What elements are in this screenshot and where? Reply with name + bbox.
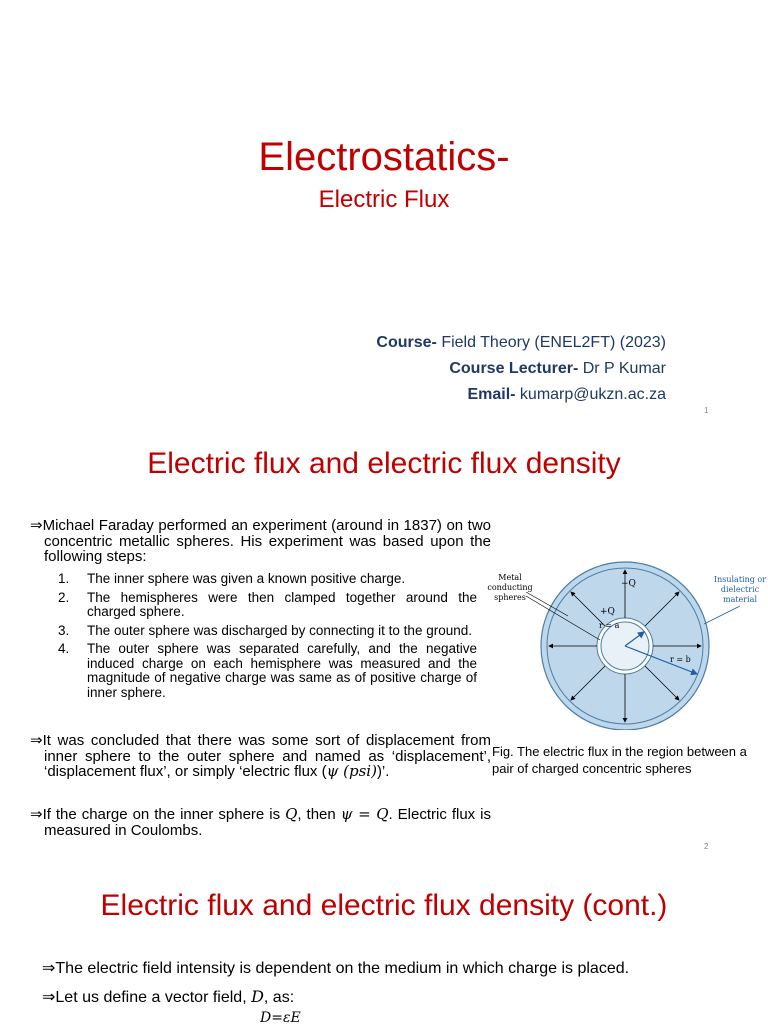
lecturer-line xyxy=(449,359,666,379)
charge-negative-label: −Q xyxy=(621,579,636,589)
steps-list xyxy=(58,572,477,704)
page-number-2: 2 xyxy=(704,842,709,851)
metal-label-line3: spheres xyxy=(494,593,526,602)
list-item: 1. The inner sphere was given a known positive charge. xyxy=(58,571,406,586)
list-item: 2. The hemispheres were then clamped together around the charged sphere. xyxy=(58,589,477,619)
para-flux-charge: ⇒If the charge on the inner sphere is Q, then ψ = Q. Electric flux is measured in Coulombs. xyxy=(30,805,491,839)
radius-b-label: r = b xyxy=(670,655,691,664)
metal-label-line2: conducting xyxy=(487,583,533,592)
email-value: kumarp@ukzn.ac.za xyxy=(515,386,666,403)
course-line xyxy=(376,333,666,353)
insulating-label-line1: Insulating or xyxy=(713,575,767,584)
lecturer-value: Dr P Kumar xyxy=(578,360,666,377)
slide2-title: Electric flux and electric flux density xyxy=(147,447,621,480)
figure-caption: Fig. The electric flux in the region between a pair of charged concentric spheres xyxy=(492,744,747,776)
slide3-title: Electric flux and electric flux density (cont.) xyxy=(100,889,668,922)
insulating-label-line3: material xyxy=(722,595,758,604)
d-vector-symbol: D xyxy=(251,987,264,1006)
radius-a-label: r = a xyxy=(599,621,620,630)
insulating-label-line2: dielectric xyxy=(720,585,760,594)
medium-statement: ⇒The electric field intensity is dependent on the medium in which charge is placed. xyxy=(42,960,630,977)
email-line xyxy=(467,385,666,405)
page-number-1: 1 xyxy=(704,406,709,415)
para-faraday: ⇒Michael Faraday performed an experiment (around in 1837) on two concentric metallic spheres. His experiment was based upon the following steps: xyxy=(30,517,491,565)
para-displacement: ⇒It was concluded that there was some sort of displacement from inner sphere to the outer sphere and named as ‘displacement’, ‘displacement flux’, or simply ‘electric flux (ψ (psi))’. xyxy=(30,732,491,780)
course-label: Course- xyxy=(376,334,437,351)
lecturer-label: Course Lecturer- xyxy=(449,360,579,377)
flux-density-equation: D=εE xyxy=(260,1010,301,1026)
charge-positive-label: +Q xyxy=(600,607,615,617)
list-item: 4. The outer sphere was separated carefully, and the negative induced charge on each hemisphere was measured and the magnitude of negative charge was same as of positive charge of inner sphere. xyxy=(58,641,477,700)
email-label: Email- xyxy=(467,386,516,403)
psi-symbol: ψ (psi) xyxy=(326,762,377,780)
list-item: 3. The outer sphere was discharged by connecting it to the ground. xyxy=(58,622,472,638)
slide1-subtitle: Electric Flux xyxy=(318,186,450,213)
concentric-spheres-figure xyxy=(482,558,768,730)
metal-label-line1: Metal xyxy=(498,573,522,582)
vector-field-statement: ⇒Let us define a vector field, D, as: xyxy=(42,987,295,1006)
course-value: Field Theory (ENEL2FT) (2023) xyxy=(436,334,666,351)
slide1-title: Electrostatics- xyxy=(258,135,510,179)
